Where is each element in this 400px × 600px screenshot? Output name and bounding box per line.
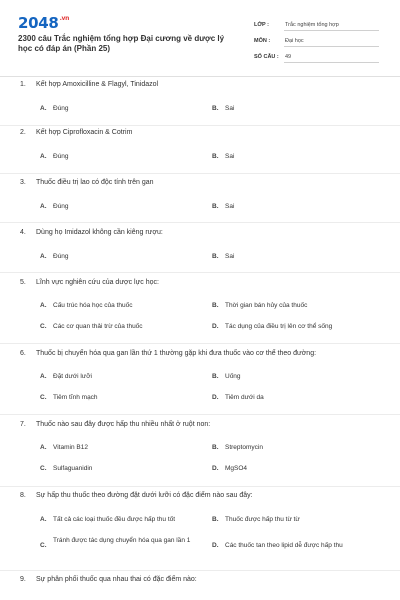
logo-text: 2048 <box>18 14 59 32</box>
question-label: Sự phân phối thuốc qua nhau thai có đặc điểm nào: <box>36 576 197 583</box>
question-number: 2. <box>20 129 26 136</box>
option-letter: B. <box>212 253 219 260</box>
question-number: 9. <box>20 576 26 583</box>
option-letter: B. <box>212 153 219 160</box>
option-text: Tất cả các loại thuốc đều được hấp thu tốt <box>53 516 176 523</box>
question-text <box>20 576 197 583</box>
option-text: Uống <box>225 373 241 380</box>
question-label: Thuốc bị chuyển hóa qua gan lần thứ 1 thường gặp khi đưa thuốc vào cơ thể theo đường: <box>36 350 317 357</box>
info-row-class <box>254 15 379 31</box>
option-text: Đặt dưới lưỡi <box>53 373 92 380</box>
option-text: Các thuốc tan theo lipid dễ được hấp thu <box>225 542 343 549</box>
option-text: Sai <box>225 203 235 210</box>
question-divider <box>0 173 400 174</box>
question-text <box>20 421 210 428</box>
option-letter: B. <box>212 203 219 210</box>
option-text: Vitamin B12 <box>53 444 88 451</box>
option-text: Sulfaguanidin <box>53 465 93 472</box>
option-text: Sai <box>225 153 235 160</box>
option-letter: B. <box>212 302 219 309</box>
question-divider <box>0 222 400 223</box>
option-text: Tránh được tác dụng chuyển hóa qua gan lần 1 <box>53 537 191 544</box>
option-letter: C. <box>40 394 47 401</box>
question-item <box>0 279 400 345</box>
option-letter: B. <box>212 105 219 112</box>
question-number: 1. <box>20 81 26 88</box>
option-letter: D. <box>212 542 219 549</box>
option-text: Tiêm tĩnh mạch <box>53 394 98 401</box>
question-number: 4. <box>20 229 26 236</box>
option-letter: D. <box>212 323 219 330</box>
info-panel <box>254 15 379 63</box>
page-title: 2300 câu Trắc nghiệm tổng hợp Đại cương về dược lý học có đáp án (Phần 25) <box>18 34 225 53</box>
question-divider <box>0 343 400 344</box>
option-text: Đúng <box>53 253 69 260</box>
question-item <box>0 350 400 416</box>
option-letter: A. <box>40 302 47 309</box>
option-text: Sai <box>225 253 235 260</box>
option-letter: A. <box>40 153 47 160</box>
option-text: Tác dụng của điều trị lên cơ thể sống <box>225 323 333 330</box>
question-item <box>0 576 400 596</box>
question-label: Thuốc điều trị lao có độc tính trên gan <box>36 179 154 186</box>
info-value: Đại học <box>284 38 379 47</box>
question-text <box>20 492 253 499</box>
question-label: Kết hợp Amoxicilline & Flagyl, Tinidazol <box>36 81 159 88</box>
question-item <box>0 129 400 174</box>
question-divider <box>0 570 400 571</box>
option-letter: A. <box>40 373 47 380</box>
option-letter: A. <box>40 444 47 451</box>
question-divider <box>0 272 400 273</box>
site-logo[interactable] <box>18 14 69 32</box>
document-header <box>0 0 400 78</box>
option-text: Đúng <box>53 203 69 210</box>
option-text: Thuốc được hấp thu từ từ <box>225 516 300 523</box>
option-text: Tiêm dưới da <box>225 394 264 401</box>
question-number: 7. <box>20 421 26 428</box>
option-letter: C. <box>40 465 47 472</box>
option-text: Cấu trúc hóa học của thuốc <box>53 302 133 309</box>
option-text: Streptomycin <box>225 444 263 451</box>
question-label: Lĩnh vực nghiên cứu của dược lực học: <box>36 279 159 286</box>
question-label: Sự hấp thu thuốc theo đường đặt dưới lưỡi có đặc điểm nào sau đây: <box>36 492 253 499</box>
question-item <box>0 492 400 572</box>
option-letter: A. <box>40 253 47 260</box>
logo-domain: .vn <box>59 15 70 22</box>
question-number: 6. <box>20 350 26 357</box>
question-divider <box>0 486 400 487</box>
question-number: 5. <box>20 279 26 286</box>
option-text: Đúng <box>53 105 69 112</box>
question-text <box>20 81 158 88</box>
question-label: Kết hợp Ciprofloxacin & Cotrim <box>36 129 133 136</box>
info-label: MÔN : <box>254 38 271 44</box>
question-text <box>20 179 154 186</box>
option-letter: A. <box>40 516 47 523</box>
option-letter: C. <box>40 323 47 330</box>
option-text: MgSO4 <box>225 465 248 472</box>
question-text <box>20 350 316 357</box>
question-text <box>20 129 132 136</box>
question-item <box>0 421 400 487</box>
info-value: Trắc nghiệm tổng hợp <box>284 22 379 31</box>
option-letter: B. <box>212 516 219 523</box>
info-value: 49 <box>284 54 379 63</box>
option-text: Các cơ quan thải trừ của thuốc <box>53 323 143 330</box>
question-item <box>0 179 400 224</box>
info-row-count <box>254 47 379 63</box>
question-item <box>0 229 400 274</box>
option-letter: B. <box>212 373 219 380</box>
question-label: Dùng họ Imidazol không cần kiêng rượu: <box>36 229 163 236</box>
option-letter: D. <box>212 394 219 401</box>
header-divider <box>0 76 400 77</box>
question-number: 3. <box>20 179 26 186</box>
option-text: Thời gian bán hủy của thuốc <box>225 302 308 309</box>
option-letter: B. <box>212 444 219 451</box>
option-letter: A. <box>40 203 47 210</box>
question-item <box>0 81 400 126</box>
question-number: 8. <box>20 492 26 499</box>
question-divider <box>0 414 400 415</box>
info-label: LỚP : <box>254 22 269 28</box>
question-divider <box>0 125 400 126</box>
question-text <box>20 229 163 236</box>
option-text: Đúng <box>53 153 69 160</box>
option-letter: D. <box>212 465 219 472</box>
question-label: Thuốc nào sau đây được hấp thu nhiều nhất ở ruột non: <box>36 421 211 428</box>
question-text <box>20 279 159 286</box>
info-label: SỐ CÂU : <box>254 54 279 60</box>
option-letter: A. <box>40 105 47 112</box>
option-letter: C. <box>40 542 47 549</box>
info-row-subject <box>254 31 379 47</box>
option-text: Sai <box>225 105 235 112</box>
